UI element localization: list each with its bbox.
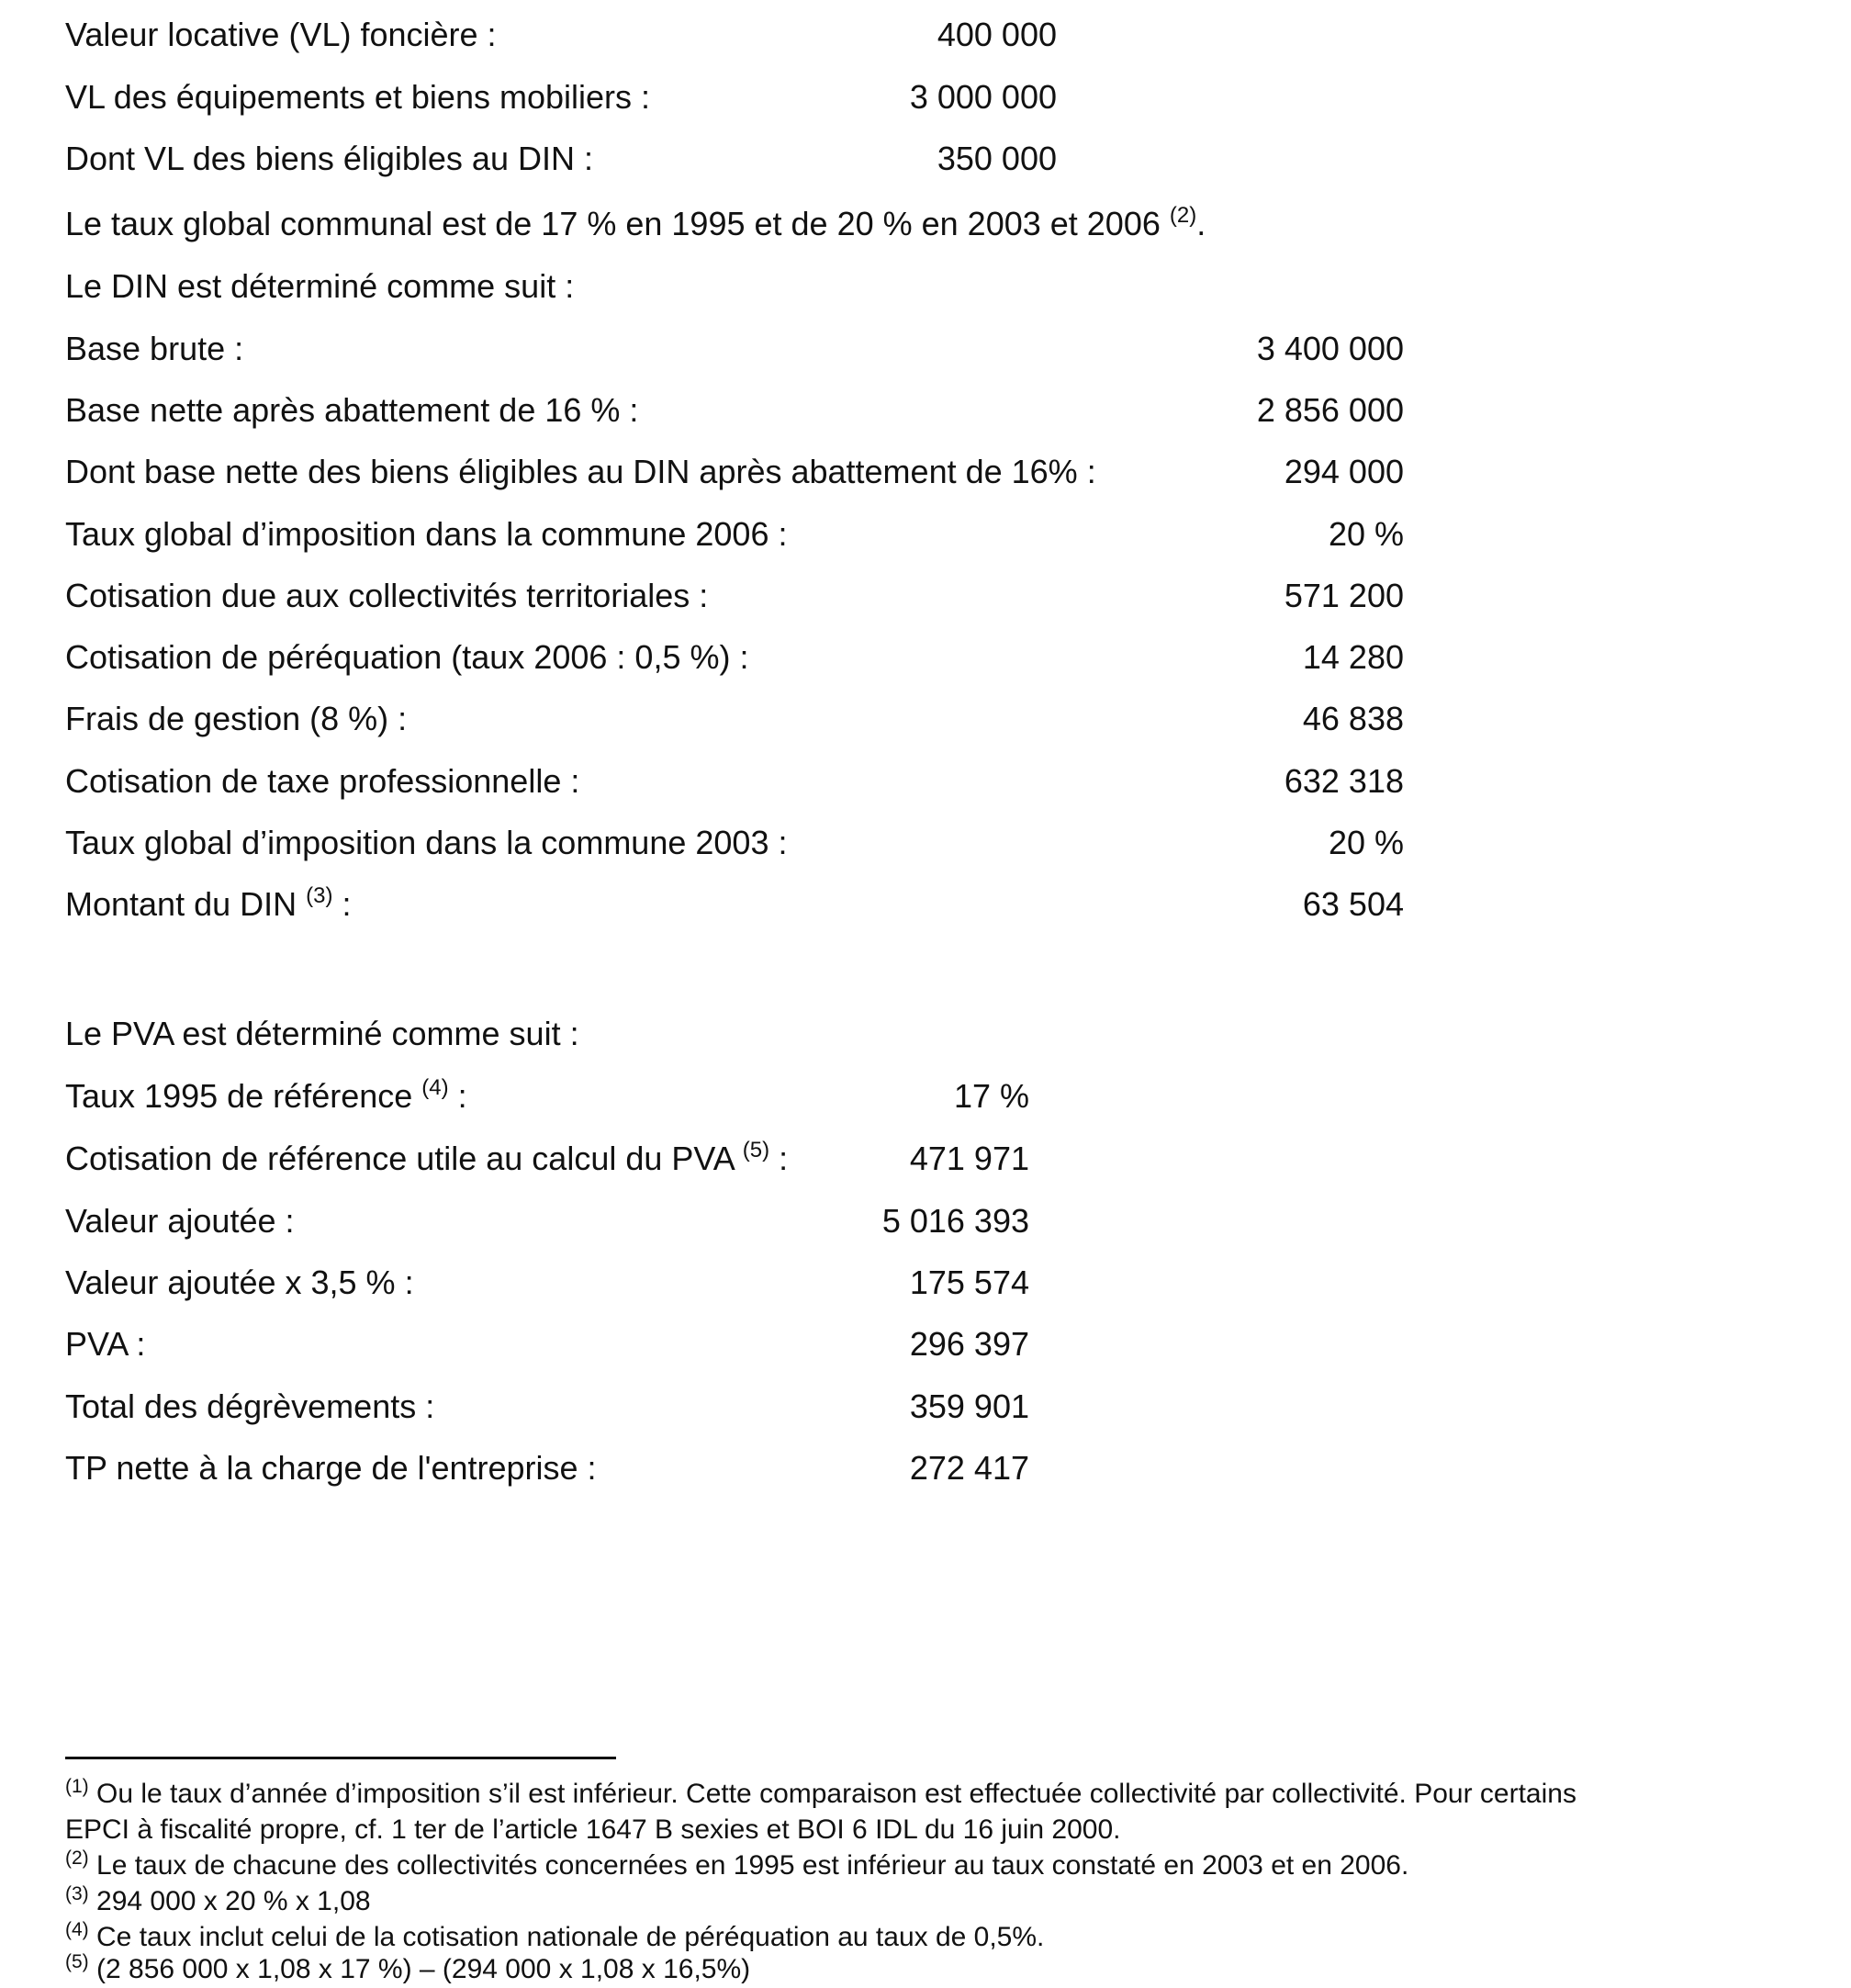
- din-row-label: Cotisation de taxe professionnelle :: [65, 762, 580, 800]
- din-row-label: Cotisation de péréquation (taux 2006 : 0,5 %) :: [65, 638, 749, 676]
- din-heading: Le DIN est déterminé comme suit :: [65, 267, 575, 305]
- pva-ref-rate-text: Taux 1995 de référence: [65, 1077, 413, 1115]
- din-row-value: 2 856 000: [1256, 391, 1404, 429]
- footnote-ref-3: (3): [306, 883, 333, 908]
- vl-biens-din-value: 350 000: [937, 140, 1057, 177]
- footnote-text: Ce taux inclut celui de la cotisation nationale de péréquation au taux de 0,5%.: [96, 1922, 1045, 1952]
- footnote-3: [65, 1883, 371, 1919]
- footnote-text: (2 856 000 x 1,08 x 17 %) – (294 000 x 1,08 x 16,5%): [96, 1954, 751, 1984]
- din-row-value: 46 838: [1302, 700, 1404, 737]
- pva-ref-rate-value: 17 %: [953, 1077, 1029, 1115]
- pva-ref-rate-label: [65, 1076, 467, 1117]
- footnote-mark: (4): [65, 1919, 89, 1940]
- footnote-text: 294 000 x 20 % x 1,08: [96, 1886, 371, 1916]
- pva-heading: Le PVA est déterminé comme suit :: [65, 1015, 579, 1052]
- pva-row-value: 296 397: [909, 1325, 1029, 1363]
- pva-row-label: PVA :: [65, 1325, 146, 1363]
- din-row-value: 294 000: [1284, 453, 1404, 490]
- footnote-mark: (2): [65, 1848, 89, 1869]
- pva-ref-cot-colon: :: [769, 1140, 789, 1177]
- din-row-value: 20 %: [1328, 824, 1404, 861]
- footnote-5: [65, 1951, 750, 1987]
- pva-ref-rate-colon: :: [448, 1077, 467, 1115]
- vl-fonciere-label: Valeur locative (VL) foncière :: [65, 16, 497, 53]
- din-row-label: Frais de gestion (8 %) :: [65, 700, 408, 737]
- footnote-text: EPCI à fiscalité propre, cf. 1 ter de l’article 1647 B sexies et BOI 6 IDL du 16 juin 2000.: [65, 1814, 1121, 1845]
- din-row-label: Base brute :: [65, 330, 244, 367]
- din-amount-colon: :: [332, 885, 352, 923]
- rate-sentence-text: Le taux global communal est de 17 % en 1995 et de 20 % en 2003 et 2006: [65, 205, 1161, 242]
- din-row-value: 20 %: [1328, 515, 1404, 553]
- rate-sentence-end: .: [1196, 205, 1206, 242]
- footnote-1: [65, 1776, 1576, 1812]
- din-row-value: 14 280: [1302, 638, 1404, 676]
- pva-row-value: 175 574: [909, 1264, 1029, 1301]
- din-row-label: Taux global d’imposition dans la commune 2003 :: [65, 824, 788, 861]
- vl-biens-din-label: Dont VL des biens éligibles au DIN :: [65, 140, 593, 177]
- footnote-text: Le taux de chacune des collectivités concernées en 1995 est inférieur au taux constaté en 2003 et en 2006.: [96, 1850, 1409, 1881]
- vl-equipements-label: VL des équipements et biens mobiliers :: [65, 78, 651, 116]
- footnote-ref-5: (5): [742, 1138, 770, 1162]
- pva-row-label: Total des dégrèvements :: [65, 1387, 435, 1425]
- din-amount-value: 63 504: [1302, 885, 1404, 923]
- rate-sentence: [65, 204, 1206, 244]
- pva-row-value: 359 901: [909, 1387, 1029, 1425]
- din-row-label: Base nette après abattement de 16 % :: [65, 391, 639, 429]
- pva-row-value: 5 016 393: [881, 1202, 1029, 1240]
- footnote-mark: (1): [65, 1776, 89, 1797]
- vl-equipements-value: 3 000 000: [909, 78, 1057, 116]
- footnote-4: [65, 1919, 1044, 1955]
- din-amount-text: Montant du DIN: [65, 885, 297, 923]
- pva-row-label: Valeur ajoutée :: [65, 1202, 295, 1240]
- footnote-ref-4: (4): [421, 1075, 449, 1100]
- din-row-label: Taux global d’imposition dans la commune 2006 :: [65, 515, 788, 553]
- footnote-1-continued: [65, 1812, 1121, 1848]
- pva-ref-cot-value: 471 971: [909, 1140, 1029, 1177]
- footnote-mark: (5): [65, 1951, 89, 1972]
- din-row-value: 3 400 000: [1256, 330, 1404, 367]
- pva-ref-cot-text: Cotisation de référence utile au calcul du PVA: [65, 1140, 734, 1177]
- pva-row-value: 272 417: [909, 1449, 1029, 1487]
- pva-row-label: Valeur ajoutée x 3,5 % :: [65, 1264, 414, 1301]
- footnote-ref-2: (2): [1169, 203, 1197, 228]
- footnote-separator: [65, 1757, 616, 1759]
- din-row-label: Dont base nette des biens éligibles au DIN après abattement de 16% :: [65, 453, 1096, 490]
- din-row-label: Cotisation due aux collectivités territoriales :: [65, 577, 709, 614]
- din-row-value: 571 200: [1284, 577, 1404, 614]
- pva-row-label: TP nette à la charge de l'entreprise :: [65, 1449, 597, 1487]
- footnote-mark: (3): [65, 1883, 89, 1904]
- footnote-2: [65, 1848, 1408, 1883]
- pva-ref-cot-label: [65, 1139, 788, 1179]
- vl-fonciere-value: 400 000: [937, 16, 1057, 53]
- din-amount-label: [65, 884, 352, 925]
- din-row-value: 632 318: [1284, 762, 1404, 800]
- footnote-text: Ou le taux d’année d’imposition s’il est inférieur. Cette comparaison est effectuée collectivité par collectivité. Pour certains: [96, 1779, 1576, 1809]
